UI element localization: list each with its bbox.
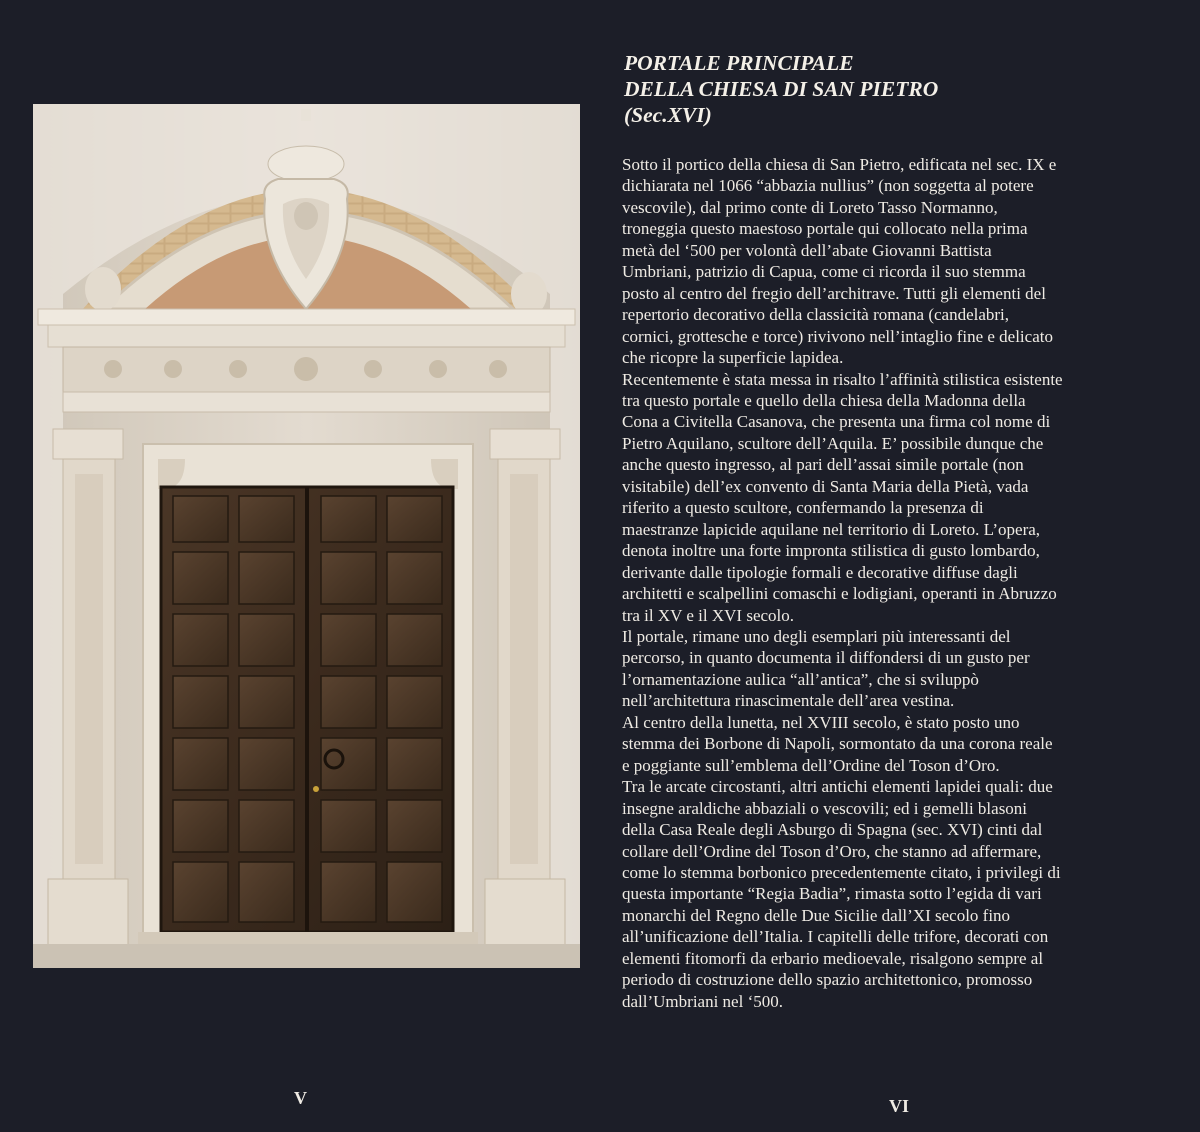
floor bbox=[33, 944, 580, 968]
title-line-3: (Sec.XVI) bbox=[624, 103, 712, 127]
wooden-door bbox=[161, 486, 453, 932]
title-line-2: DELLA CHIESA DI SAN PIETRO bbox=[624, 77, 939, 101]
portal-photo bbox=[33, 104, 580, 968]
body-text bbox=[622, 154, 1177, 1012]
paragraph-3: Il portale, rimane uno degli esemplari più interessanti del percorso, in quanto documenta il diffondersi di un gusto per l’ornamentazione aulica “all’antica”, che si sviluppò nell’architettura rinascimentale dell’area vestina. bbox=[622, 626, 1030, 711]
paragraph-4: Al centro della lunetta, nel XVIII secolo, è stato posto uno stemma dei Borbone di Napoli, sormontato da una corona reale e poggiante sull’emblema dell’Ordine del Toson d’Oro. bbox=[622, 712, 1053, 775]
paragraph-2: Recentemente è stata messa in risalto l’affinità stilistica esistente tra questo portale e quello della chiesa della Madonna della Cona a Civitella Casanova, che presenta una firma col nome di Pietro Aquilano, scultore dell’Aquila. E’ possibile dunque che anche questo ingresso, al pari dell’assai simile portale (non visitabile) dell’ex convento di Santa Maria della Pietà, vada riferito a questo scultore, confermando la presenza di maestranze lapicide aquilane nel territorio di Loreto. L’opera, denota inoltre una forte impronta stilistica di gusto lombardo, derivante dalle tipologie formali e decorative diffuse dagli architetti e scalpellini comaschi e lodigiani, operanti in Abruzzo tra il XV e il XVI secolo. bbox=[622, 369, 1063, 625]
portal-illustration bbox=[33, 104, 580, 968]
page-title bbox=[624, 50, 1124, 128]
entablature bbox=[38, 309, 575, 412]
title-line-1: PORTALE PRINCIPALE bbox=[624, 51, 854, 75]
page-number-right: VI bbox=[889, 1096, 910, 1116]
paragraph-5: Tra le arcate circostanti, altri antichi elementi lapidei quali: due insegne araldiche abbaziali o vescovili; ed i gemelli blasoni della Casa Reale degli Asburgo di Spagna (sec. XVI) cinti dal collare dell’Ordine del Toson d’Oro, che stanno ad affermare, come lo stemma borbonico precedentemente citato, i privilegi di questa importante “Regia Badia”, rimasta sotto l’egida di vari monarchi del Regno delle Due Sicilie dall’XI secolo fino all’unificazione dell’Italia. I capitelli delle trifore, decorati con elementi fitomorfi da erbario medioevale, risalgono sempre al periodo di costruzione dello spazio architettonico, promosso dall’Umbriani nel ‘500. bbox=[622, 777, 1061, 1011]
paragraph-1: Sotto il portico della chiesa di San Pietro, edificata nel sec. IX e dichiarata nel 1066 “abbazia nullius” (non soggetta al potere vescovile), dal primo conte di Loreto Tasso Normanno, troneggia questo maestoso portale qui collocato nella prima metà del ‘500 per volontà dell’abate Giovanni Battista Umbriani, patrizio di Capua, come ci ricorda il suo stemma posto al centro del fregio dell’architrave. Tutti gli elementi del repertorio decorativo della classicità romana (candelabri, cornici, grottesche e torce) rivivono nell’intaglio fine e delicato che ricopre la superficie lapidea. bbox=[622, 155, 1057, 368]
left-finial bbox=[85, 267, 121, 311]
threshold bbox=[138, 932, 478, 944]
door-handle bbox=[313, 786, 319, 792]
page-number-left: V bbox=[294, 1088, 307, 1108]
